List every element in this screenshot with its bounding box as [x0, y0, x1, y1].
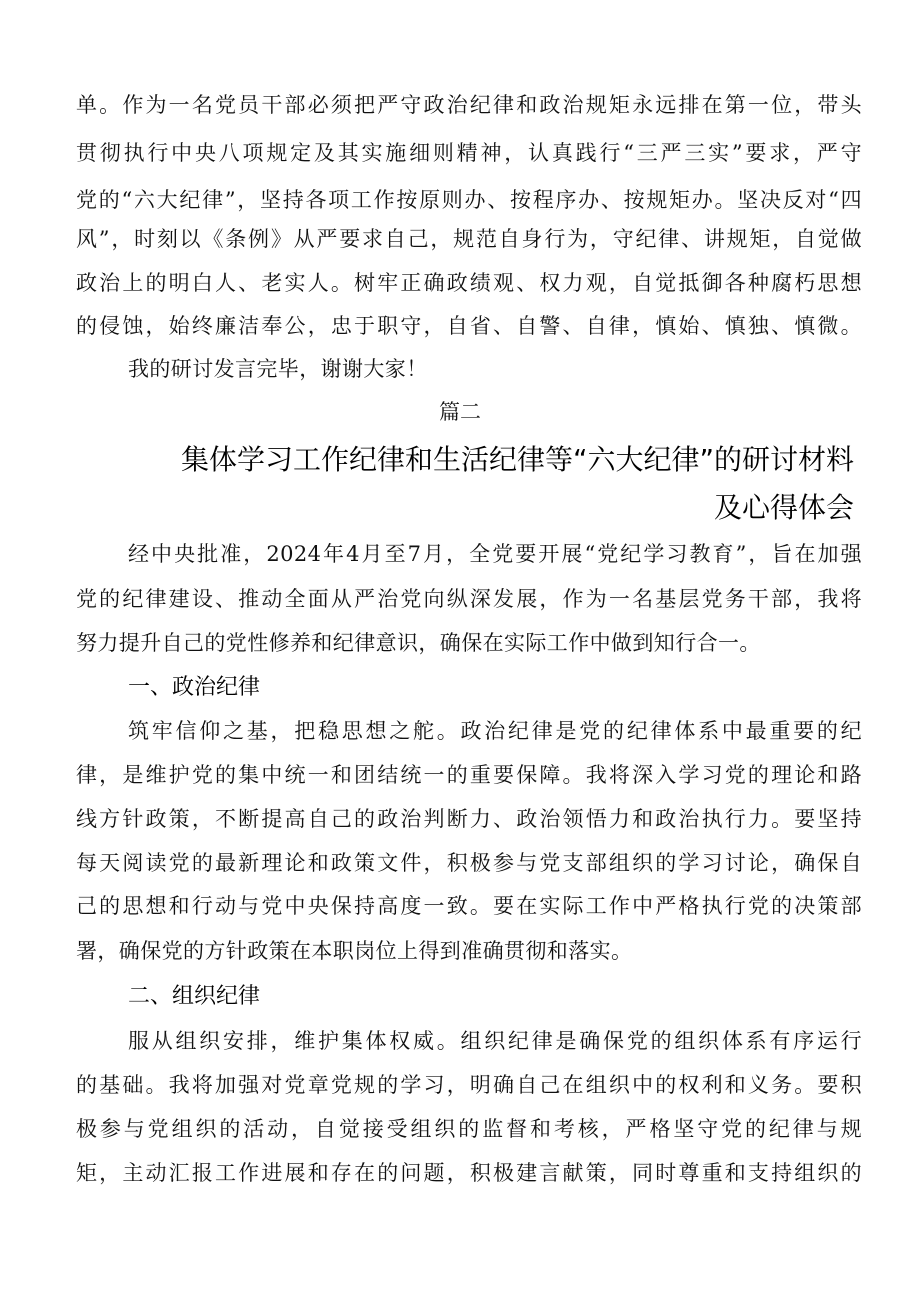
text-line: 单。作为一名党员干部必须把严守政治纪律和政治规矩永远排在第一位，带头 [76, 93, 862, 117]
text-line: 律，是维护党的集中统一和团结统一的重要保障。我将深入学习党的理论和路 [76, 763, 862, 787]
text-line: 努力提升自己的党性修养和纪律意识，确保在实际工作中做到知行合一。 [76, 631, 761, 655]
text-line: 的基础。我将加强对党章党规的学习，明确自己在组织中的权利和义务。要积 [76, 1073, 862, 1097]
closing-line: 我的研讨发言完毕，谢谢大家！ [128, 357, 428, 381]
text-line: 矩，主动汇报工作进展和存在的问题，积极建言献策，同时尊重和支持组织的 [76, 1161, 862, 1185]
text-line: 每天阅读党的最新理论和政策文件，积极参与党支部组织的学习讨论，确保自 [76, 851, 862, 875]
text-line: 政治上的明白人、老实人。树牢正确政绩观、权力观，自觉抵御各种腐朽思想 [76, 271, 862, 295]
text-line: 党的“六大纪律”，坚持各项工作按原则办、按程序办、按规矩办。坚决反对“四 [76, 188, 862, 212]
text-line: 贯彻执行中央八项规定及其实施细则精神，认真践行“三严三实”要求，严守 [76, 141, 862, 165]
section-heading-political: 一、政治纪律 [128, 675, 261, 700]
section-heading-organization: 二、组织纪律 [128, 984, 261, 1009]
text-line: 的侵蚀，始终廉洁奉公，忠于职守，自省、自警、自律，慎始、慎独、慎微。 [76, 314, 862, 338]
text-line: 极参与党组织的活动，自觉接受组织的监督和考核，严格坚守党的纪律与规 [76, 1117, 862, 1141]
text-line: 服从组织安排，维护集体权威。组织纪律是确保党的组织体系有序运行 [128, 1029, 862, 1053]
text-line: 风”，时刻以《条例》从严要求自己，规范自身行为，守纪律、讲规矩，自觉做 [76, 227, 862, 251]
text-line: 己的思想和行动与党中央保持高度一致。要在实际工作中严格执行党的决策部 [76, 894, 862, 918]
text-line: 线方针政策，不断提高自己的政治判断力、政治领悟力和政治执行力。要坚持 [76, 807, 862, 831]
text-line: 党的纪律建设、推动全面从严治党向纵深发展，作为一名基层党务干部，我将 [76, 587, 862, 611]
text-line: 经中央批准，2024年4月至7月，全党要开展“党纪学习教育”，旨在加强 [128, 542, 862, 566]
title-line-2: 及心得体会 [713, 491, 854, 524]
text-line: 署，确保党的方针政策在本职岗位上得到准确贯彻和落实。 [76, 939, 633, 963]
section-label: 篇二 [439, 400, 481, 424]
text-line: 筑牢信仰之基，把稳思想之舵。政治纪律是党的纪律体系中最重要的纪 [128, 719, 862, 743]
title-line-1: 集体学习工作纪律和生活纪律等“六大纪律”的研讨材料 [180, 443, 854, 476]
